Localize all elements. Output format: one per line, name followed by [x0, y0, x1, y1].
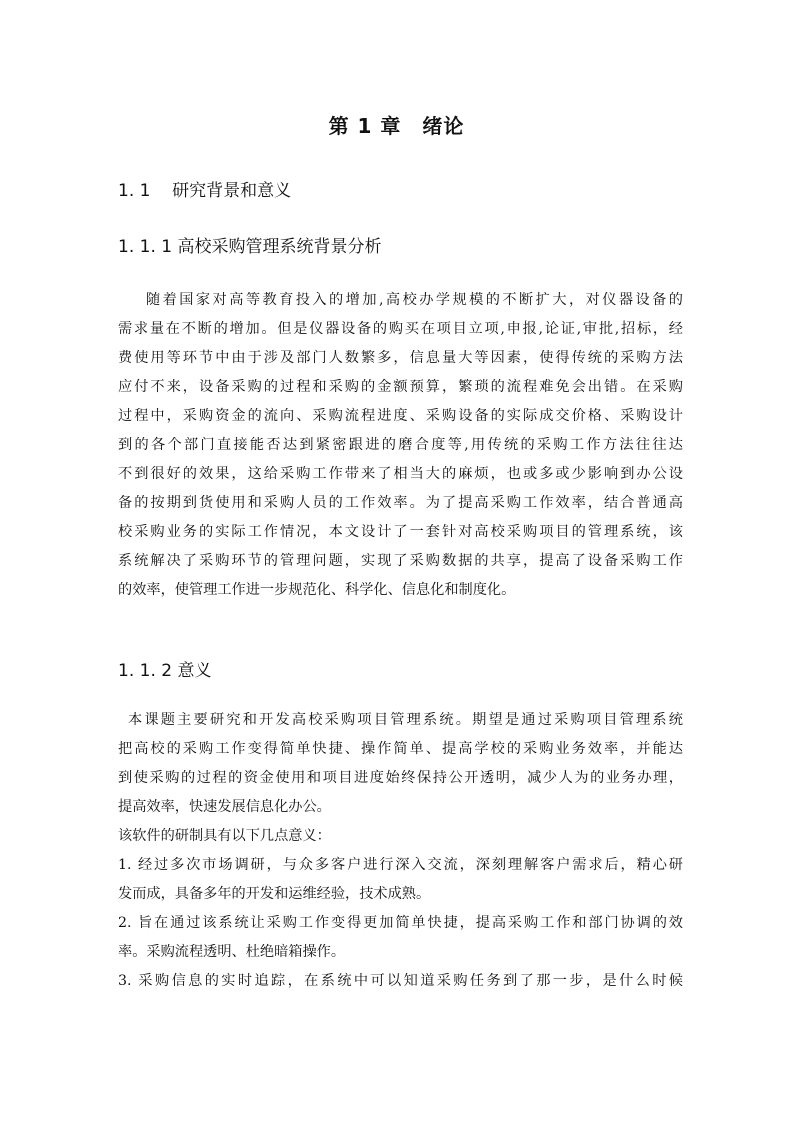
paragraph-line: 费使用等环节中由于涉及部门人数繁多，信息量大等因素，使得传统的采购方法: [118, 350, 683, 366]
paragraph-line: 本课题主要研究和开发高校采购项目管理系统。期望是通过采购项目管理系统: [128, 712, 683, 728]
significance-paragraph: [118, 706, 683, 996]
paragraph-line: 的效率，使管理工作进一步规范化、科学化、信息化和制度化。: [118, 582, 516, 598]
paragraph-line: 应付不来，设备采购的过程和采购的金额预算，繁琐的流程难免会出错。在采购: [118, 379, 683, 395]
subsection-heading-background: 1. 1. 1 高校采购管理系统背景分析: [118, 237, 382, 257]
chapter-title: 第 1 章 绪论: [328, 114, 465, 138]
paragraph-line: 随着国家对高等教育投入的增加,高校办学规模的不断扩大，对仪器设备的: [146, 292, 683, 308]
paragraph-line: 把高校的采购工作变得简单快捷、操作简单、提高学校的采购业务效率，并能达: [118, 741, 683, 757]
paragraph-line: 到使采购的过程的资金使用和项目进度始终保持公开透明，减少人为的业务办理，: [118, 770, 683, 786]
paragraph-line: 不到很好的效果，这给采购工作带来了相当大的麻烦，也或多或少影响到办公设: [118, 466, 683, 482]
list-item-line: 3. 采购信息的实时追踪，在系统中可以知道采购任务到了那一步，是什么时候: [118, 973, 683, 989]
section-number: 1. 1: [118, 181, 151, 201]
list-item-line: 发而成，具备多年的开发和运维经验，技术成熟。: [118, 886, 431, 902]
background-paragraph: [118, 286, 683, 605]
list-item-line: 1. 经过多次市场调研，与众多客户进行深入交流，深刻理解客户需求后，精心研: [118, 857, 683, 873]
subsection-heading-significance: 1. 1. 2 意义: [118, 661, 212, 681]
paragraph-line: 提高效率，快速发展信息化办公。: [118, 799, 331, 815]
paragraph-line: 过程中，采购资金的流向、采购流程进度、采购设备的实际成交价格、采购设计: [118, 408, 683, 424]
paragraph-line: 校采购业务的实际工作情况，本文设计了一套针对高校采购项目的管理系统，该: [118, 524, 683, 540]
section-heading: [118, 176, 291, 201]
list-intro-line: 该软件的研制具有以下几点意义：: [118, 828, 331, 844]
list-item-line: 率。采购流程透明、杜绝暗箱操作。: [118, 944, 346, 960]
paragraph-line: 需求量在不断的增加。但是仪器设备的购买在项目立项,申报,论证,审批,招标，经: [118, 321, 683, 337]
section-title: 研究背景和意义: [172, 181, 292, 201]
list-item-line: 2. 旨在通过该系统让采购工作变得更加简单快捷，提高采购工作和部门协调的效: [118, 915, 683, 931]
paragraph-line: 到的各个部门直接能否达到紧密跟进的磨合度等,用传统的采购工作方法往往达: [118, 437, 683, 453]
paragraph-line: 系统解决了采购环节的管理问题，实现了采购数据的共享，提高了设备采购工作: [118, 553, 683, 569]
paragraph-line: 备的按期到货使用和采购人员的工作效率。为了提高采购工作效率，结合普通高: [118, 495, 683, 511]
